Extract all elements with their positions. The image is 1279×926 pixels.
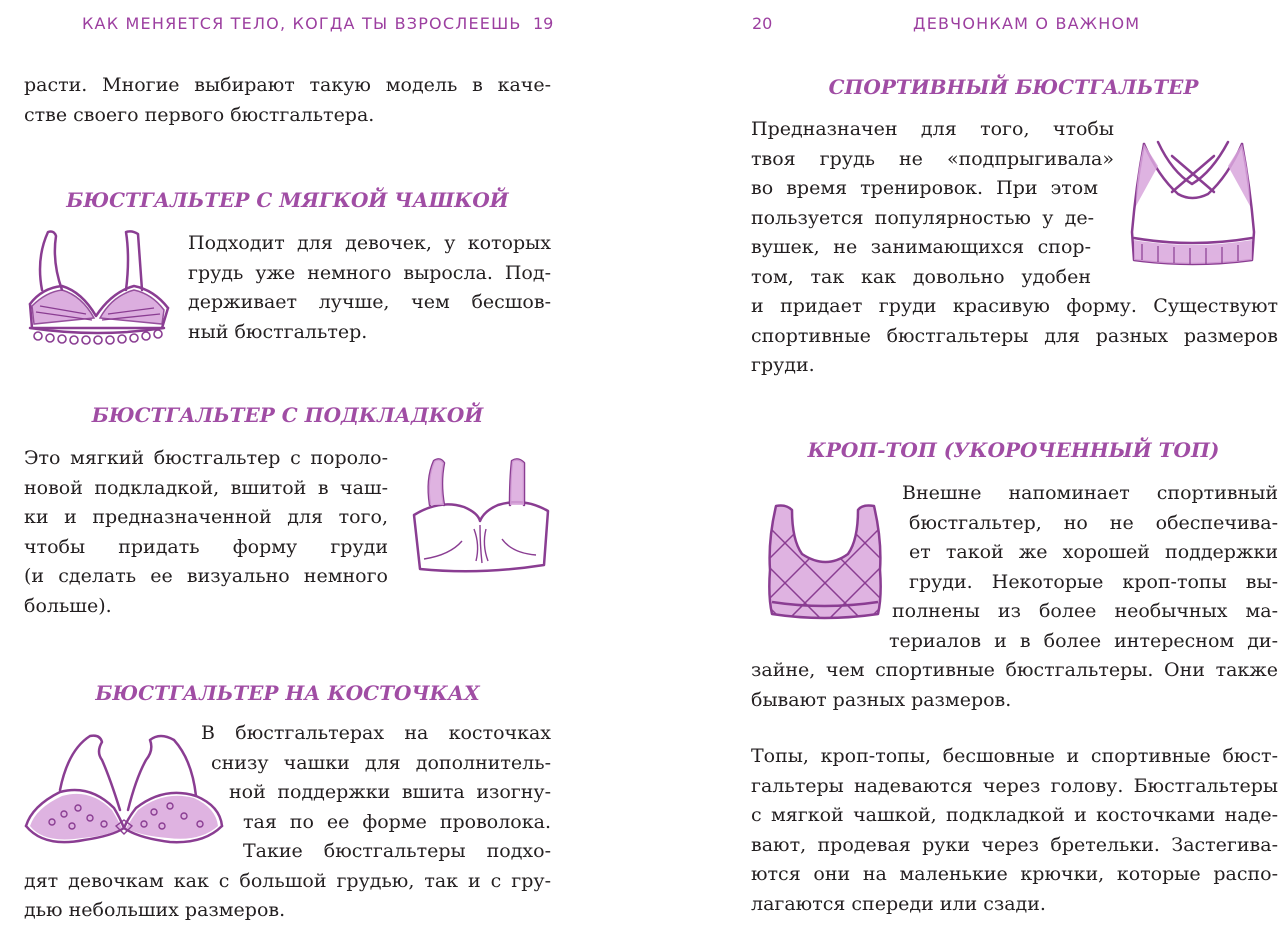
text-line: дят девочкам как с большой грудью, так и с гру- bbox=[24, 869, 551, 892]
text-line: вушек, не занимающихся спор- bbox=[751, 236, 1091, 258]
closing-paragraph bbox=[751, 742, 1278, 919]
text-line: и придает груди красивую форму. Существуют bbox=[751, 295, 1278, 317]
text-line: териалов и в более интересном ди- bbox=[889, 629, 1278, 652]
text-line: с мягкой чашкой, подкладкой и косточками наде- bbox=[751, 804, 1278, 826]
underwire-paragraph bbox=[24, 719, 551, 926]
text-line: Это мягкий бюстгальтер с пороло- bbox=[24, 447, 388, 469]
text-line: лагаются спереди или сзади. bbox=[751, 892, 1046, 915]
text-line: Такие бюстгальтеры подхо- bbox=[243, 840, 551, 862]
text-line: ются они на маленькие крючки, которые распо- bbox=[751, 863, 1278, 885]
text-line: бывают разных размеров. bbox=[751, 688, 1012, 711]
running-head-right: ДЕВЧОНКАМ О ВАЖНОМ bbox=[913, 14, 1141, 33]
text-line: вают, продевая руки через бретельки. Застегива- bbox=[751, 833, 1278, 856]
text-line: гальтеры надеваются через голову. Бюстгальтеры bbox=[751, 774, 1278, 797]
text-line: стве своего первого бюстгальтера. bbox=[24, 103, 375, 126]
text-line: груди. bbox=[751, 354, 815, 376]
text-line: больше). bbox=[24, 594, 112, 617]
padded-paragraph bbox=[24, 444, 388, 621]
text-line: твоя грудь не «подпрыгивала» bbox=[751, 147, 1114, 170]
text-line: полнены из более необычных ма- bbox=[892, 600, 1278, 622]
text-line: снизу чашки для дополнитель- bbox=[211, 751, 551, 774]
section-heading-crop-top: КРОП-ТОП (УКОРОЧЕННЫЙ ТОП) bbox=[807, 438, 1220, 462]
text-line: В бюстгальтерах на косточках bbox=[201, 722, 551, 744]
text-line: тая по ее форме проволока. bbox=[243, 810, 551, 833]
text-line: Топы, кроп-топы, бесшовные и спортивные бюст- bbox=[751, 745, 1278, 767]
text-line: зайне, чем спортивные бюстгальтеры. Они также bbox=[751, 659, 1278, 681]
text-line: груди. Некоторые кроп-топы вы- bbox=[909, 570, 1278, 593]
section-heading-sports-bra: СПОРТИВНЫЙ БЮСТГАЛЬТЕР bbox=[828, 75, 1199, 99]
text-line: во время тренировок. При этом bbox=[751, 177, 1098, 199]
sports-bra-paragraph bbox=[751, 115, 1278, 381]
crop-top-paragraph bbox=[751, 479, 1278, 715]
text-line: расти. Многие выбирают такую модель в каче- bbox=[24, 74, 551, 96]
section-heading-underwire: БЮСТГАЛЬТЕР НА КОСТОЧКАХ bbox=[95, 681, 480, 705]
section-heading-soft-cup: БЮСТГАЛЬТЕР С МЯГКОЙ ЧАШКОЙ bbox=[66, 188, 509, 212]
text-line: том, так как довольно удобен bbox=[751, 265, 1091, 288]
text-line: бюстгальтер, но не обеспечива- bbox=[909, 511, 1278, 534]
text-line: грудь уже немного выросла. Под- bbox=[188, 261, 551, 284]
text-line: Предназначен для того, чтобы bbox=[751, 118, 1114, 140]
intro-paragraph bbox=[24, 71, 551, 130]
running-head-left: КАК МЕНЯЕТСЯ ТЕЛО, КОГДА ТЫ ВЗРОСЛЕЕШЬ bbox=[82, 14, 522, 33]
text-line: пользуется популярностью у де- bbox=[751, 206, 1094, 229]
text-line: ки и предназначенной для того, bbox=[24, 506, 388, 528]
text-line: дью небольших размеров. bbox=[24, 899, 286, 921]
soft-cup-bra-illustration bbox=[22, 228, 174, 346]
text-line: (и сделать ее визуально немного bbox=[24, 565, 388, 587]
text-line: чтобы придать форму груди bbox=[24, 535, 388, 558]
padded-bra-illustration bbox=[410, 455, 552, 579]
text-line: новой подкладкой, вшитой в чаш- bbox=[24, 476, 388, 499]
section-heading-padded: БЮСТГАЛЬТЕР С ПОДКЛАДКОЙ bbox=[91, 403, 484, 427]
page-number-left: 19 bbox=[533, 14, 554, 33]
text-line: Внешне напоминает спортивный bbox=[902, 482, 1278, 504]
text-line: держивает лучше, чем бесшов- bbox=[188, 291, 551, 313]
text-line: Подходит для девочек, у которых bbox=[188, 232, 551, 254]
soft-cup-paragraph bbox=[188, 229, 551, 347]
text-line: спортивные бюстгальтеры для разных размеров bbox=[751, 324, 1278, 347]
text-line: ной поддержки вшита изогну- bbox=[229, 781, 551, 803]
page-number-right: 20 bbox=[752, 14, 773, 33]
text-line: ный бюстгальтер. bbox=[188, 320, 368, 343]
right-page bbox=[640, 0, 1279, 926]
text-line: ет такой же хорошей поддержки bbox=[909, 541, 1278, 563]
